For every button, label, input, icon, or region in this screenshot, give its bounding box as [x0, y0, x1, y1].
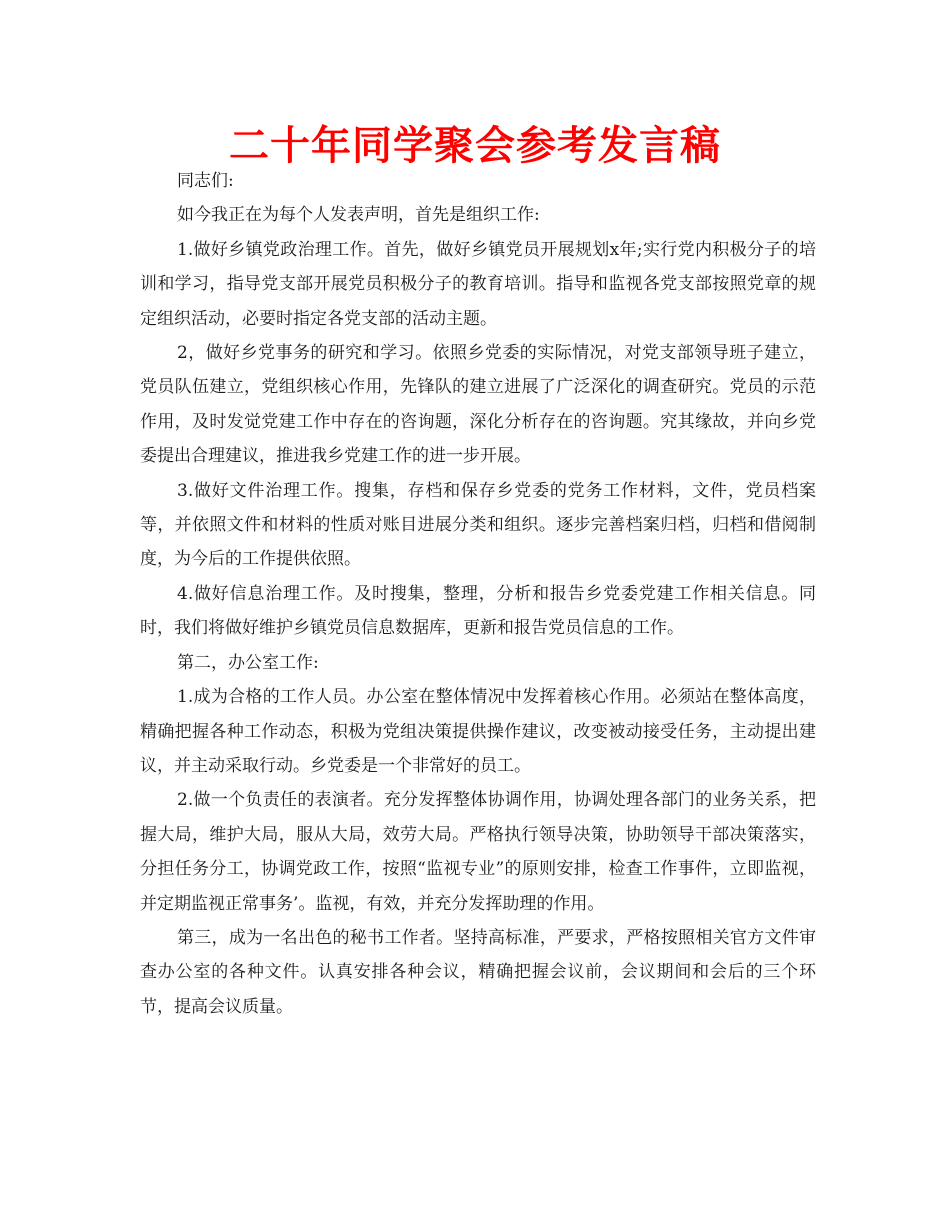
paragraph-office-item-2: 2.做一个负责任的表演者。充分发挥整体协调作用，协调处理各部门的业务关系，把握大局，维护大局，服从大局，效劳大局。严格执行领导决策，协助领导干部决策落实，分担任务分工，协调党政工作，按照“监视专业”的原则安排，检查工作事件，立即监视，并定期监视正常事务’。监视，有效，并充分发挥助理的作用。: [140, 790, 816, 914]
paragraph-salutation: 同志们:: [177, 171, 234, 191]
document-body: [140, 164, 816, 1024]
paragraph-office-heading: 第二，办公室工作:: [177, 652, 319, 673]
paragraph-org-item-3: 3.做好文件治理工作。搜集，存档和保存乡党委的党务工作材料，文件，党员档案等，并依照文件和材料的性质对账目进展分类和组织。逐步完善档案归档，归档和借阅制度，为今后的工作提供依照。: [140, 480, 816, 570]
paragraph-secretary: 第三，成为一名出色的秘书工作者。坚持高标准，严要求，严格按照相关官方文件审查办公室的各种文件。认真安排各种会议，精确把握会议前，会议期间和会后的三个环节，提高会议质量。: [140, 927, 816, 1017]
document-title: 二十年同学聚会参考发言稿: [229, 123, 721, 169]
paragraph-org-item-2: 2，做好乡党事务的研究和学习。依照乡党委的实际情况，对党支部领导班子建立，党员队伍建立，党组织核心作用，先锋队的建立进展了广泛深化的调查研究。党员的示范作用，及时发觉党建工作中存在的咨询题，深化分析存在的咨询题。究其缘故，并向乡党委提出合理建议，推进我乡党建工作的进一步开展。: [140, 343, 816, 467]
paragraph-org-item-1: 1.做好乡镇党政治理工作。首先，做好乡镇党员开展规划x年;实行党内积极分子的培训和学习，指导党支部开展党员积极分子的教育培训。指导和监视各党支部按照党章的规定组织活动，必要时指定各党支部的活动主题。: [140, 239, 816, 329]
paragraph-office-item-1: 1.成为合格的工作人员。办公室在整体情况中发挥着核心作用。必须站在整体高度，精确把握各种工作动态，积极为党组决策提供操作建议，改变被动接受任务，主动提出建议，并主动采取行动。乡党委是一个非常好的员工。: [140, 687, 816, 776]
paragraph-intro: 如今我正在为每个人发表声明，首先是组织工作:: [177, 205, 540, 226]
paragraph-org-item-4: 4.做好信息治理工作。及时搜集，整理，分析和报告乡党委党建工作相关信息。同时，我们将做好维护乡镇党员信息数据库，更新和报告党员信息的工作。: [140, 583, 816, 639]
